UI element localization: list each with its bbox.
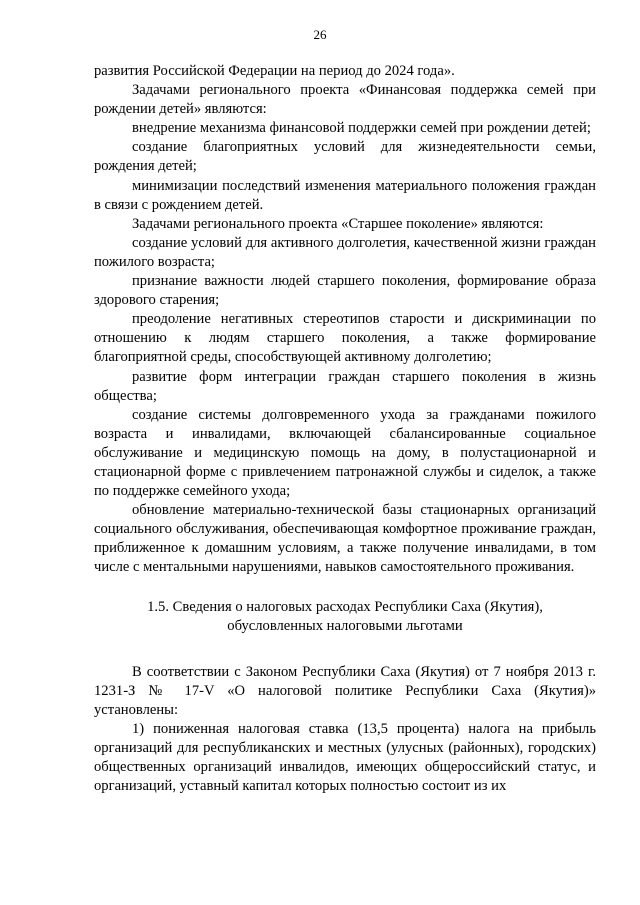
- heading-spacer: [94, 636, 596, 663]
- paragraph: создание условий для активного долголетия, качественной жизни граждан пожилого возраста;: [94, 234, 596, 270]
- page-number: 26: [313, 27, 327, 42]
- paragraph: 1) пониженная налоговая ставка (13,5 процента) налога на прибыль организаций для республиканских и местных (улусных (районных), городских) общественных организаций инвалидов, имеющих общероссийский статус, и организаций, уставный капитал которых полностью состоит из их: [94, 721, 596, 795]
- paragraphs-before-heading: [94, 62, 596, 578]
- paragraph: внедрение механизма финансовой поддержки семей при рождении детей;: [132, 120, 591, 137]
- paragraph: развитие форм интеграции граждан старшего поколения в жизнь общества;: [94, 368, 596, 404]
- paragraph: развития Российской Федерации на период до 2024 года».: [94, 63, 455, 79]
- paragraph: признание важности людей старшего поколения, формирование образа здорового старения;: [94, 273, 596, 309]
- section-heading: [94, 598, 596, 636]
- document-body: [94, 62, 596, 796]
- section-heading-line-2: обусловленных налоговыми льготами: [227, 617, 463, 634]
- paragraph: обновление материально-технической базы стационарных организаций социального обслуживания, обеспечивающая комфортное проживание граждан, приближенное к домашним условиям, а также получение инвалидами, в том числе с ментальными нарушениями, навыков самостоятельного проживания.: [94, 502, 596, 576]
- paragraph: создание благоприятных условий для жизнедеятельности семьи, рождения детей;: [94, 139, 596, 175]
- paragraph: преодоление негативных стереотипов старости и дискриминации по отношению к людям старшего поколения, а также формирование благоприятной среды, способствующей активному долголетию;: [94, 311, 596, 366]
- paragraph: В соответствии с Законом Республики Саха (Якутия) от 7 ноября 2013 г. 1231-З № 17-V «О налоговой политике Республики Саха (Якутия)» установлены:: [94, 663, 596, 718]
- section-heading-line-1: 1.5. Сведения о налоговых расходах Республики Саха (Якутия),: [147, 598, 543, 615]
- paragraph: Задачами регионального проекта «Старшее поколение» являются:: [132, 215, 544, 232]
- paragraph: Задачами регионального проекта «Финансовая поддержка семей при рождении детей» являются:: [94, 82, 596, 118]
- paragraphs-after-heading: [94, 663, 596, 797]
- paragraph: минимизации последствий изменения материального положения граждан в связи с рождением детей.: [94, 177, 596, 213]
- paragraph: создание системы долговременного ухода за гражданами пожилого возраста и инвалидами, включающей сбалансированные социальное обслуживание и медицинскую помощь на дому, в полустационарной и стационарной форме с привлечением патронажной службы и сиделок, а также по поддержке семейного ухода;: [94, 406, 596, 500]
